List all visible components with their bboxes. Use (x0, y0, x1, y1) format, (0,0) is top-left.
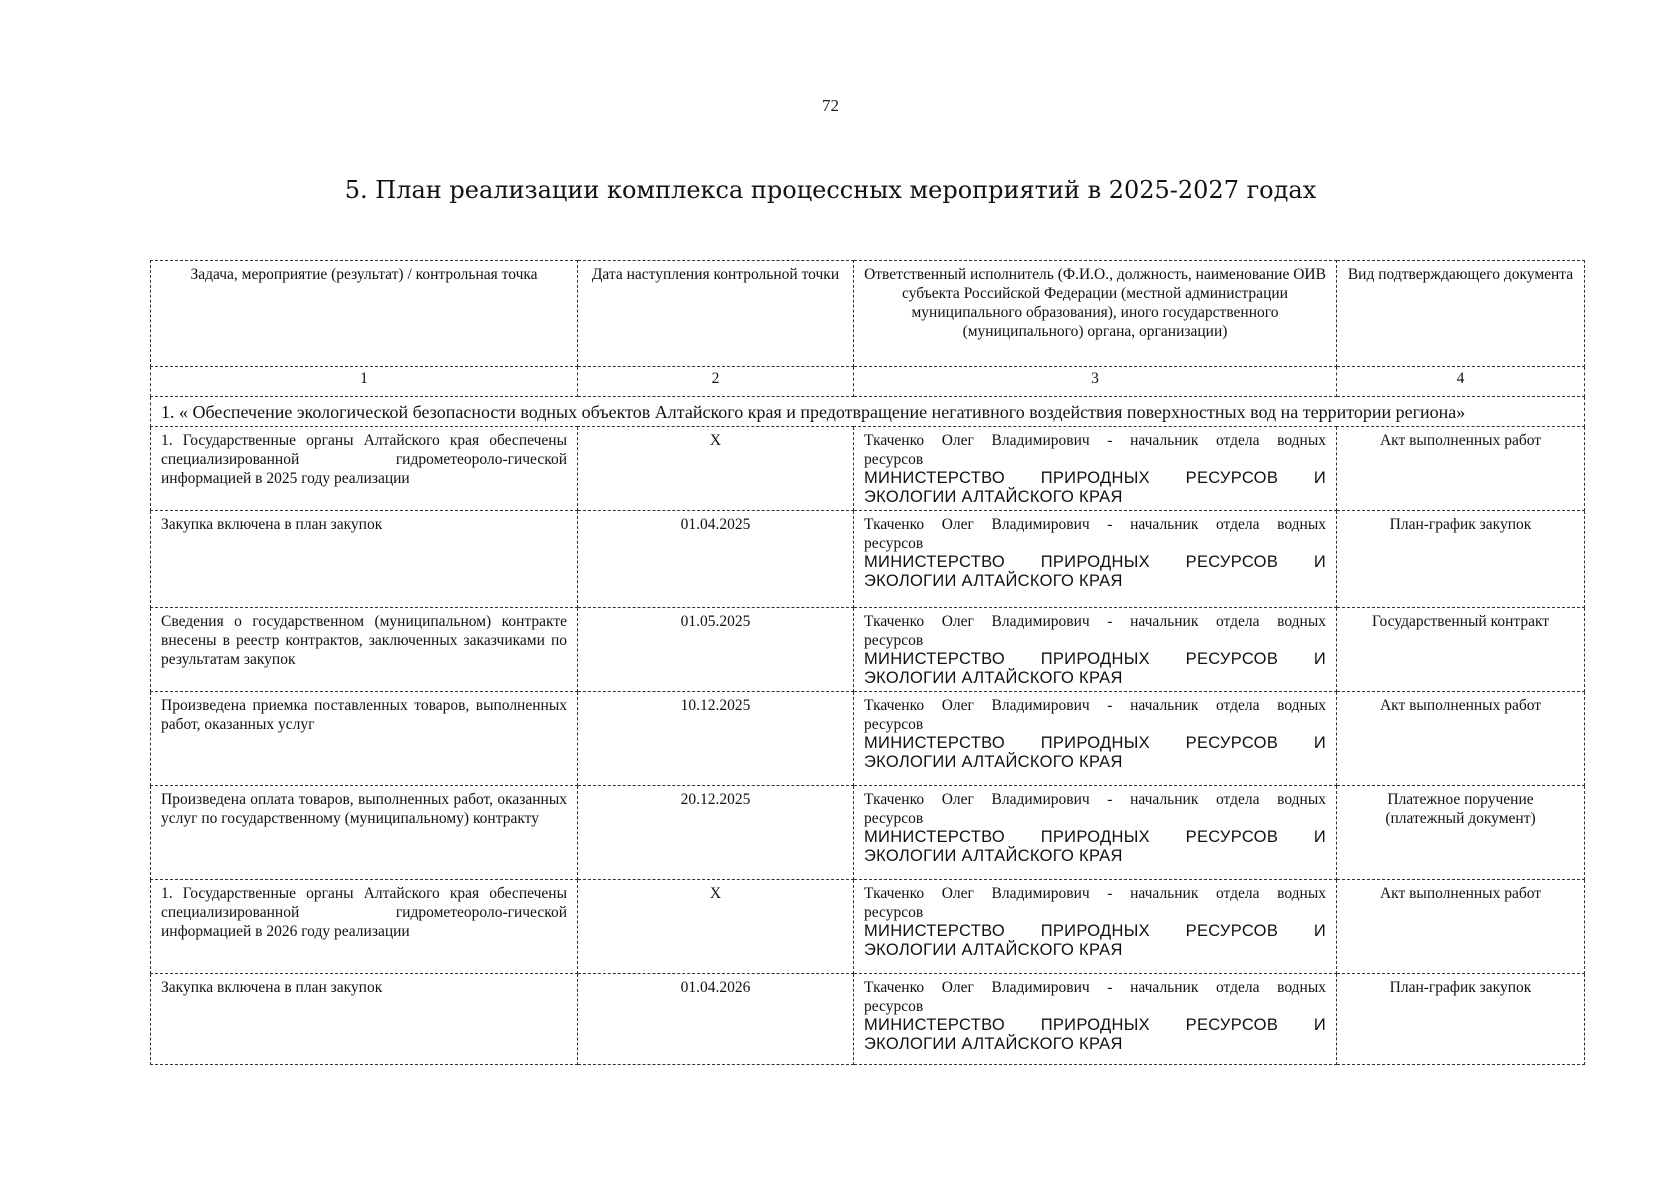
responsible-person: Ткаченко Олег Владимирович - начальник отдела водных (864, 432, 1326, 449)
responsible-cell (854, 880, 1337, 974)
responsible-person: Ткаченко Олег Владимирович - начальник отдела водных (864, 516, 1326, 533)
responsible-person-tail: ресурсов (864, 716, 924, 733)
date-cell: X (578, 427, 854, 511)
column-number: 4 (1337, 367, 1585, 397)
table-row (151, 880, 1585, 974)
responsible-ministry-tail: ЭКОЛОГИИ АЛТАЙСКОГО КРАЯ (864, 488, 1123, 506)
responsible-person-tail: ресурсов (864, 998, 924, 1015)
task-cell: Закупка включена в план закупок (151, 974, 578, 1065)
table-row (151, 786, 1585, 880)
responsible-ministry: МИНИСТЕРСТВО ПРИРОДНЫХ РЕСУРСОВ И (864, 922, 1326, 940)
responsible-person-tail: ресурсов (864, 632, 924, 649)
responsible-person-tail: ресурсов (864, 810, 924, 827)
document-cell: Акт выполненных работ (1337, 427, 1585, 511)
table-row (151, 427, 1585, 511)
date-cell: 10.12.2025 (578, 692, 854, 786)
document-cell: План-график закупок (1337, 974, 1585, 1065)
section-title: 1. « Обеспечение экологической безопасности водных объектов Алтайского края и предотвращение негативного воздействия поверхностных вод на территории региона» (151, 397, 1585, 427)
task-cell: Произведена оплата товаров, выполненных работ, оказанных услуг по государственному (муниципальному) контракту (151, 786, 578, 880)
date-cell: X (578, 880, 854, 974)
responsible-person-tail: ресурсов (864, 535, 924, 552)
date-cell: 01.04.2025 (578, 511, 854, 608)
responsible-cell (854, 511, 1337, 608)
responsible-person: Ткаченко Олег Владимирович - начальник отдела водных (864, 885, 1326, 902)
task-cell: Сведения о государственном (муниципальном) контракте внесены в реестр контрактов, заключенных заказчиками по результатам закупок (151, 608, 578, 692)
responsible-cell (854, 786, 1337, 880)
responsible-ministry: МИНИСТЕРСТВО ПРИРОДНЫХ РЕСУРСОВ И (864, 1016, 1326, 1034)
column-number: 1 (151, 367, 578, 397)
column-header-document: Вид подтверждающего документа (1337, 261, 1585, 367)
responsible-cell (854, 692, 1337, 786)
responsible-ministry: МИНИСТЕРСТВО ПРИРОДНЫХ РЕСУРСОВ И (864, 650, 1326, 668)
responsible-ministry-tail: ЭКОЛОГИИ АЛТАЙСКОГО КРАЯ (864, 847, 1123, 865)
document-cell: Акт выполненных работ (1337, 692, 1585, 786)
implementation-plan-table (150, 260, 1585, 1065)
date-cell: 01.04.2026 (578, 974, 854, 1065)
column-header-date: Дата наступления контрольной точки (578, 261, 854, 367)
responsible-cell (854, 974, 1337, 1065)
document-cell: Платежное поручение (платежный документ) (1337, 786, 1585, 880)
responsible-person: Ткаченко Олег Владимирович - начальник отдела водных (864, 613, 1326, 630)
responsible-ministry-tail: ЭКОЛОГИИ АЛТАЙСКОГО КРАЯ (864, 669, 1123, 687)
responsible-ministry-tail: ЭКОЛОГИИ АЛТАЙСКОГО КРАЯ (864, 1035, 1123, 1053)
responsible-person: Ткаченко Олег Владимирович - начальник отдела водных (864, 979, 1326, 996)
responsible-cell (854, 427, 1337, 511)
column-header-task: Задача, мероприятие (результат) / контрольная точка (151, 261, 578, 367)
task-cell: Произведена приемка поставленных товаров, выполненных работ, оказанных услуг (151, 692, 578, 786)
responsible-ministry-tail: ЭКОЛОГИИ АЛТАЙСКОГО КРАЯ (864, 941, 1123, 959)
task-cell: 1. Государственные органы Алтайского края обеспечены специализированной гидрометеороло-гической информацией в 2026 году реализации (151, 880, 578, 974)
column-number: 3 (854, 367, 1337, 397)
section-row (151, 397, 1585, 427)
column-number-row (151, 367, 1585, 397)
page-title: 5. План реализации комплекса процессных мероприятий в 2025-2027 годах (344, 176, 1317, 204)
responsible-ministry: МИНИСТЕРСТВО ПРИРОДНЫХ РЕСУРСОВ И (864, 553, 1326, 571)
table-header-row (151, 261, 1585, 367)
page-number: 72 (822, 96, 839, 115)
table-row (151, 608, 1585, 692)
table-row (151, 511, 1585, 608)
responsible-ministry: МИНИСТЕРСТВО ПРИРОДНЫХ РЕСУРСОВ И (864, 828, 1326, 846)
table-row (151, 974, 1585, 1065)
task-cell: 1. Государственные органы Алтайского края обеспечены специализированной гидрометеороло-гической информацией в 2025 году реализации (151, 427, 578, 511)
column-header-responsible: Ответственный исполнитель (Ф.И.О., должность, наименование ОИВ субъекта Российской Федерации (местной администрации муниципального образования), иного государственного (муниципального) органа, организации) (854, 261, 1337, 367)
table-row (151, 692, 1585, 786)
responsible-person-tail: ресурсов (864, 451, 924, 468)
responsible-cell (854, 608, 1337, 692)
responsible-ministry-tail: ЭКОЛОГИИ АЛТАЙСКОГО КРАЯ (864, 753, 1123, 771)
date-cell: 20.12.2025 (578, 786, 854, 880)
responsible-ministry-tail: ЭКОЛОГИИ АЛТАЙСКОГО КРАЯ (864, 572, 1123, 590)
date-cell: 01.05.2025 (578, 608, 854, 692)
document-cell: План-график закупок (1337, 511, 1585, 608)
document-cell: Государственный контракт (1337, 608, 1585, 692)
responsible-person: Ткаченко Олег Владимирович - начальник отдела водных (864, 791, 1326, 808)
responsible-person-tail: ресурсов (864, 904, 924, 921)
responsible-ministry: МИНИСТЕРСТВО ПРИРОДНЫХ РЕСУРСОВ И (864, 469, 1326, 487)
responsible-ministry: МИНИСТЕРСТВО ПРИРОДНЫХ РЕСУРСОВ И (864, 734, 1326, 752)
document-cell: Акт выполненных работ (1337, 880, 1585, 974)
task-cell: Закупка включена в план закупок (151, 511, 578, 608)
column-number: 2 (578, 367, 854, 397)
responsible-person: Ткаченко Олег Владимирович - начальник отдела водных (864, 697, 1326, 714)
